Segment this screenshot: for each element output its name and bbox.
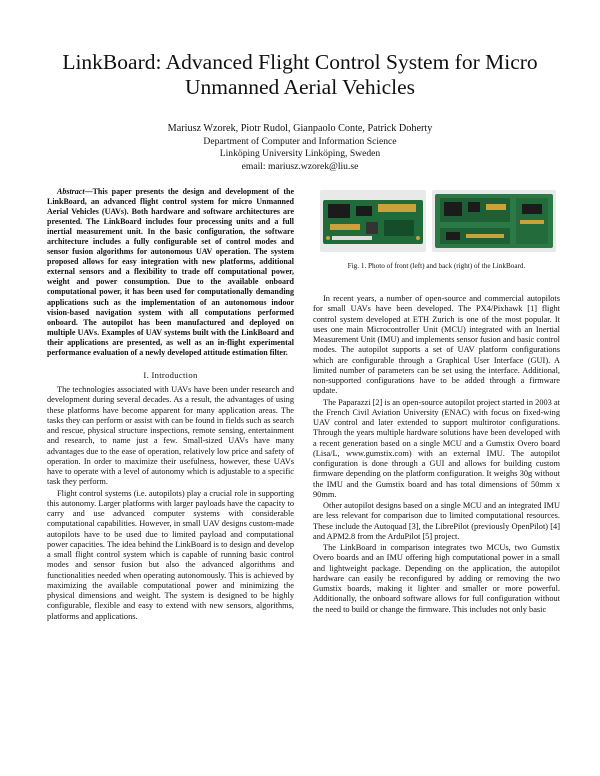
right-paragraph-4: The LinkBoard in comparison integrates two MCUs, two Gumstix Overo boards and an IMU offering high computational power in a small and lightweight package. Depending on the application, the autopilot hardware can easily be reconfigured by adding or removing the two Gumstix boards, making it lighter and smaller or more powerful. Additionally, the onboard software allows for full configuration without the need to build or change the firmware. This includes not only basic: [313, 543, 560, 614]
abstract-label: Abstract: [57, 187, 85, 196]
right-paragraph-3: Other autopilot designs based on a single MCU and an integrated IMU are less relevant for comparison due to limited computational resources. These include the Autoquad [3], the LibrePilot (previously OpenPilot) [4] and APM2.8 from the ArduPilot [5] project.: [313, 501, 560, 541]
paper-title: LinkBoard: Advanced Flight Control System for Micro Unmanned Aerial Vehicles: [62, 50, 538, 99]
author-department: Department of Computer and Information Science: [203, 136, 397, 148]
figure-caption: Fig. 1. Photo of front (left) and back (right) of the LinkBoard.: [347, 262, 526, 270]
author-names: Mariusz Wzorek, Piotr Rudol, Gianpaolo Conte, Patrick Doherty: [167, 123, 433, 134]
board-front-photo: [320, 190, 426, 252]
right-paragraph-1: In recent years, a number of open-source and commercial autopilots for small UAVs have been developed. The PX4/Pixhawk [1] flight control system developed at ETH Zurich is one of the most popular. It uses one main Microcontroller Unit (MCU) integrated with an Inertial Measurement Unit (IMU) and implements sensor fusion and basic control modes. The autopilot supports a set of UAV platform configurations which are configurable through a Graphical User Interface (GUI). A limited number of parameters can be set using the interface. Additional, non-supported configurations have to be added through a firmware update.: [313, 294, 560, 396]
board-back-photo: [432, 190, 556, 252]
author-block: [60, 123, 540, 173]
author-university: Linköping University Linköping, Sweden: [219, 148, 381, 160]
right-paragraph-2: The Paparazzi [2] is an open-source autopilot project started in 2003 at the French Civil Aviation University (ENAC) with focus on fixed-wing UAV control and later extended to support multirotor configurations. Through the years multiple hardware solutions have been developed with a recent generation based on a single MCU and a Gumstix Overo board (Lisa/L, www.gumstix.com) with an external IMU. The autopilot configuration is done through a GUI and allows for building custom firmware depending on the platform configuration. It weighs 30g without the IMU and the Gumstix board and has total dimensions of 50mm x 90mm.: [313, 397, 560, 499]
intro-paragraph-1: The technologies associated with UAVs have been under research and development during several decades. As a result, the advantages of using these platforms have become apparent for many application areas. The tasks they can perform or assist with can be found in fields such as search and rescue, physical structure inspections, remote sensing, entertainment and research, to name just a few. Small-sized UAVs have many advantages due to the ease of operation, relatively low price and safety of operation. In order to maximize their usefulness, however, these UAVs have to operate with a level of autonomy which is adjustable to a specific task they perform.: [47, 385, 294, 487]
abstract: [47, 187, 294, 358]
intro-paragraph-2: Flight control systems (i.e. autopilots) play a crucial role in supporting this autonomy. Larger platforms with larger payloads have the capacity to carry and use advanced computer systems with considerable computational capabilities. However, in small UAV designs custom-made autopilots have to be used due to limited payload and computational power capacities. The idea behind the LinkBoard is to design and develop a small flight control system which is capable of running basic control modes and sensor fusion but also the advanced algorithms and functionalities needed when operating autonomously. This is achieved by maximizing the available computational power and minimizing the physical dimensions and weight. The system is designed to be highly configurable, flexible and easy to extend with new sensors, algorithms, platforms and applications.: [47, 488, 294, 621]
left-column: [47, 187, 294, 623]
section-heading-introduction: I. Introduction: [143, 369, 198, 380]
author-email: email: mariusz.wzorek@liu.se: [241, 160, 359, 172]
figure-linkboard-photos: [320, 190, 556, 252]
right-column: [313, 294, 560, 616]
abstract-text: —This paper presents the design and development of the LinkBoard, an advanced flight control system for micro Unmanned Aerial Vehicles (UAVs). Both hardware and software architectures are presented. The LinkBoard includes four processing units and a full inertial measurement unit. In the basic configuration, the software architecture includes a fully configurable set of control modes and sensor fusion algorithms for autonomous UAV operation. The system proposed allows for easy integration with new platforms, additional external sensors and a flexibility to trade off computational power, weight and power consumption. Due to the available onboard computational power, it has been used for computationally demanding applications such as the implementation of an autonomous indoor vision-based navigation system with all computations performed onboard. The autopilot has been manufactured and deployed on multiple UAVs. Examples of UAV systems built with the LinkBoard and their applications are presented, as well as an in-flight experimental performance evaluation of a newly developed attitude estimation filter.: [47, 187, 294, 357]
